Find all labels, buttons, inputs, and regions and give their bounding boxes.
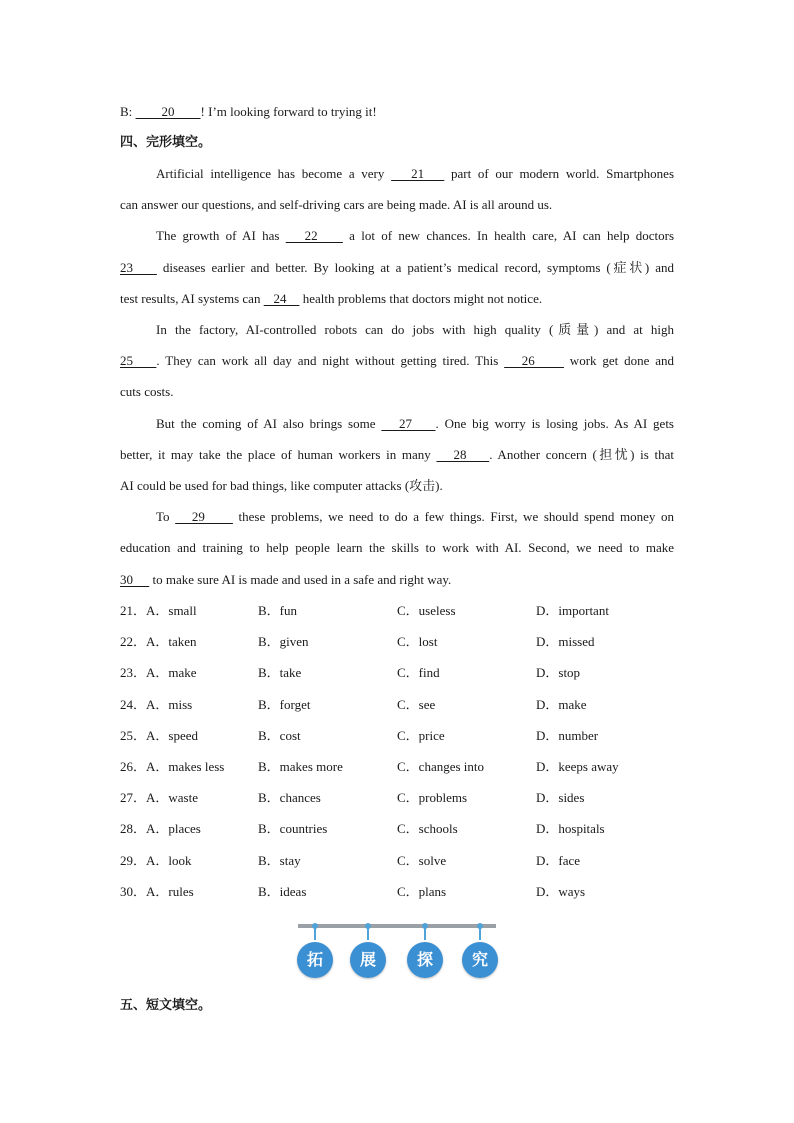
passage-p3-line2: 25 . They can work all day and night without getting tired. This 26 work get done and (120, 353, 674, 368)
option-a: 24．A．miss (120, 696, 193, 712)
option-c: C．find (397, 665, 440, 681)
option-b: B．stay (258, 852, 301, 868)
blank-20: 20 (135, 104, 201, 119)
option-a: 30．A．rules (120, 883, 194, 899)
option-b: B．given (258, 634, 309, 650)
expand-explore-banner (294, 922, 500, 980)
banner-pin (477, 923, 483, 929)
option-d: D．hospitals (536, 821, 605, 837)
passage-p3-line3: cuts costs. (120, 384, 174, 399)
option-a: 25．A．speed (120, 727, 198, 743)
option-b: B．cost (258, 727, 301, 743)
option-c: C．price (397, 727, 445, 743)
option-c: C．problems (397, 790, 468, 806)
blank-25: 25 (120, 353, 157, 368)
option-b: B．ideas (258, 883, 307, 899)
banner-char: 探 (407, 942, 443, 978)
option-c: C．changes into (397, 759, 485, 774)
option-d: D．important (536, 603, 609, 618)
option-c: C．solve (397, 852, 447, 868)
dialogue-line (120, 103, 377, 121)
passage-p5-line1: To 29 these problems, we need to do a few things. First, we should spend money on (156, 509, 674, 524)
banner-stem (479, 928, 481, 940)
option-a: 28．A．places (120, 821, 201, 837)
passage-p3-line1: In the factory, AI-controlled robots can do jobs with high quality (质量) and at high (156, 322, 674, 337)
option-d: D．missed (536, 634, 595, 650)
option-b: B．countries (258, 821, 328, 837)
passage-p1-line2: can answer our questions, and self-driving cars are being made. AI is all around us. (120, 197, 553, 212)
option-b: B．take (258, 665, 302, 681)
passage-p2-line1: The growth of AI has 22 a lot of new chances. In health care, AI can help doctors (156, 228, 675, 243)
dialogue-text: ! I’m looking forward to trying it! (200, 104, 377, 119)
blank-27: 27 (381, 416, 436, 431)
blank-21: 21 (391, 166, 445, 181)
option-c: C．schools (397, 821, 458, 837)
blank-29: 29 (175, 509, 233, 524)
dialogue-speaker: B: (120, 104, 136, 119)
passage-p5-line2: education and training to help people learn the skills to work with AI. Second, we need to make (120, 540, 674, 555)
banner-stem (314, 928, 316, 940)
option-d: D．make (536, 696, 587, 712)
option-b: B．makes more (258, 759, 343, 774)
option-a: 29．A．look (120, 852, 192, 868)
option-b: B．chances (258, 790, 321, 806)
option-d: D．keeps away (536, 759, 619, 774)
passage-p4-line3: AI could be used for bad things, like computer attacks (攻击). (120, 478, 443, 493)
banner-stem (367, 928, 369, 940)
option-d: D．ways (536, 883, 586, 899)
blank-30: 30 (120, 572, 150, 587)
blank-22: 22 (285, 228, 343, 243)
option-b: B．fun (258, 603, 298, 618)
blank-28: 28 (436, 447, 490, 462)
option-d: D．number (536, 727, 599, 743)
banner-char: 拓 (297, 942, 333, 978)
passage-p5-line3: 30 to make sure AI is made and used in a safe and right way. (120, 572, 452, 587)
option-a: 21．A．small (120, 603, 197, 618)
banner-pin (422, 923, 428, 929)
option-a: 27．A．waste (120, 790, 198, 806)
option-c: C．plans (397, 883, 447, 899)
banner-rail (298, 924, 496, 928)
banner-pin (312, 923, 318, 929)
option-c: C．useless (397, 603, 456, 618)
option-d: D．sides (536, 790, 585, 806)
option-d: D．stop (536, 665, 581, 681)
passage-p1-line1: Artificial intelligence has become a very 21 part of our modern world. Smartphones (156, 166, 675, 181)
passage-p2-line2: 23 diseases earlier and better. By looking at a patient’s medical record, symptoms (症状) and (120, 260, 674, 275)
option-a: 22．A．taken (120, 634, 197, 650)
option-a: 23．A．make (120, 665, 197, 681)
banner-char: 究 (462, 942, 498, 978)
option-c: C．see (397, 696, 436, 712)
passage-p4-line1: But the coming of AI also brings some 27 . One big worry is losing jobs. As AI gets (156, 416, 674, 431)
passage-p4-line2: better, it may take the place of human workers in many 28 . Another concern (担忧) is that (120, 447, 675, 462)
blank-23: 23 (120, 260, 157, 275)
option-d: D．face (536, 852, 581, 868)
section-4-heading: 四、完形填空。 (120, 135, 212, 150)
option-b: B．forget (258, 696, 311, 712)
passage-p2-line3: test results, AI systems can 24 health problems that doctors might not notice. (120, 291, 543, 306)
banner-char: 展 (350, 942, 386, 978)
banner-stem (424, 928, 426, 940)
blank-26: 26 (504, 353, 564, 368)
blank-24: 24 (263, 291, 300, 306)
section-5-heading: 五、短文填空。 (120, 998, 212, 1013)
banner-pin (365, 923, 371, 929)
option-a: 26．A．makes less (120, 759, 225, 774)
option-c: C．lost (397, 634, 438, 650)
